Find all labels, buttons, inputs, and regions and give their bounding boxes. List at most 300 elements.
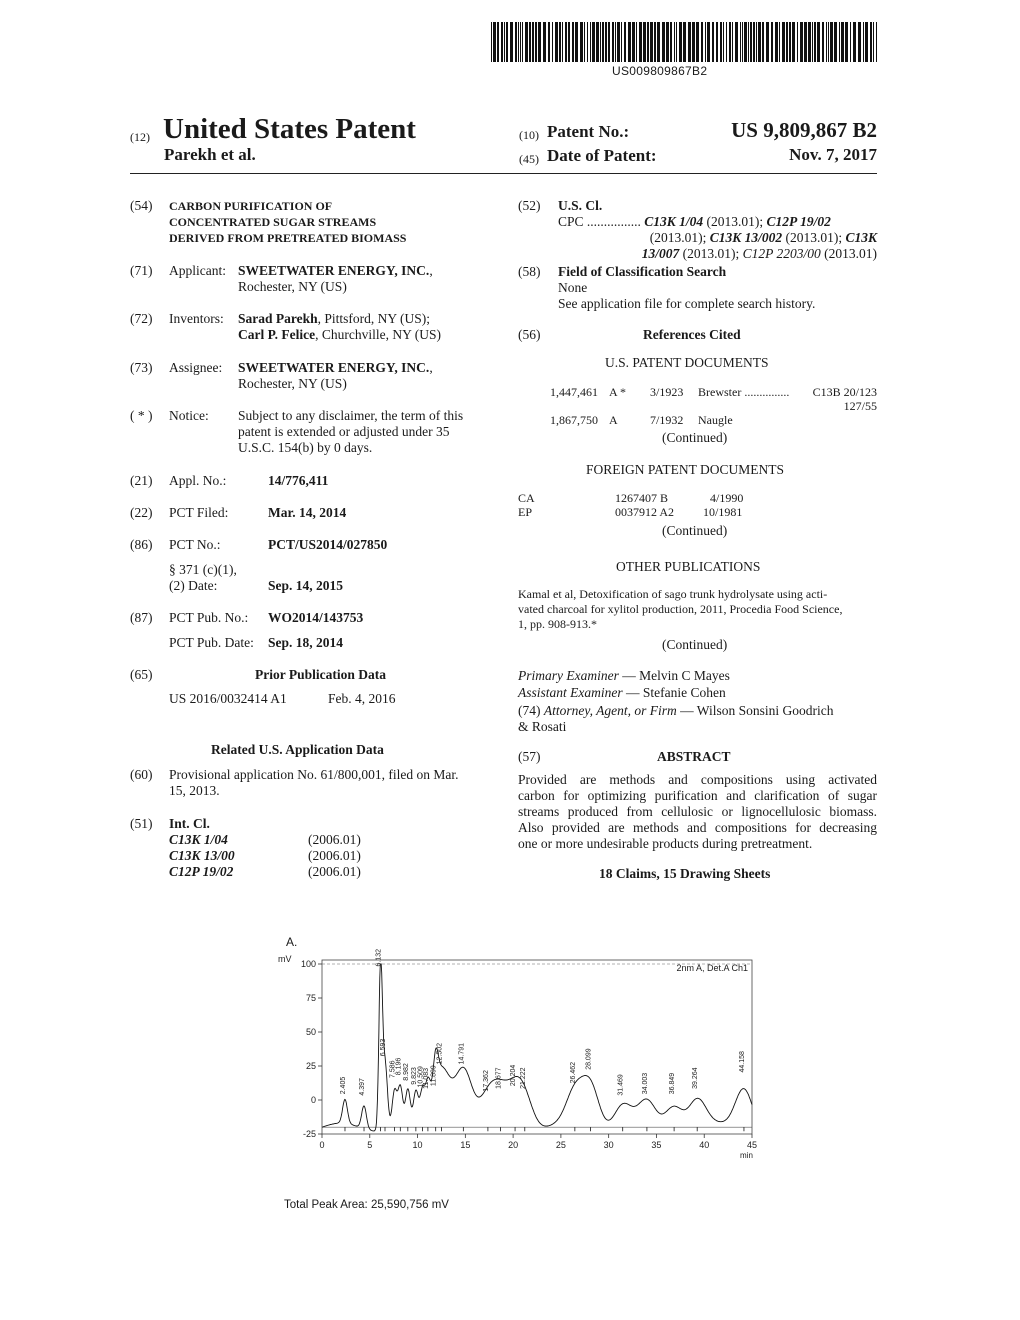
code-87: (87) [130, 610, 153, 625]
code-58: (58) [518, 264, 541, 279]
barcode-bar [808, 22, 811, 62]
code-45: (45) [519, 152, 539, 166]
barcode-bar [518, 22, 519, 62]
ref-class: 127/55 [843, 399, 877, 413]
barcode-bar [522, 22, 523, 62]
y-tick-label: 75 [305, 993, 316, 1003]
code-54: (54) [130, 198, 153, 213]
barcode-bar [742, 22, 743, 62]
int-cl-label: Int. Cl. [169, 816, 210, 831]
barcode-bar [670, 22, 672, 62]
barcode-bar [826, 22, 827, 62]
y-tick-label: 50 [305, 1027, 316, 1037]
barcode-bar [650, 22, 653, 62]
cpc-line-2 [650, 230, 877, 246]
int-cl-class: C13K 1/04 [169, 832, 228, 847]
peak-label: 11.083 [422, 1067, 430, 1089]
x-tick-label: 25 [555, 1140, 566, 1150]
foreign-date: 10/1981 [703, 505, 743, 519]
barcode-bar [559, 22, 561, 62]
peak-label: 6.593 [379, 1038, 387, 1057]
peak-label: 11.899 [430, 1065, 438, 1087]
barcode-bar [775, 22, 778, 62]
code-51: (51) [130, 816, 153, 831]
section-371-label: § 371 (c)(1), [169, 562, 237, 577]
barcode-bar [834, 22, 837, 62]
barcode-bar [762, 22, 764, 62]
peak-label: 31.469 [617, 1074, 625, 1096]
code-22: (22) [130, 505, 153, 520]
barcode-bar [602, 22, 604, 62]
peak-label: 17.362 [482, 1070, 490, 1092]
abstract-heading: ABSTRACT [657, 749, 731, 764]
barcode-bar [647, 22, 649, 62]
peak-label: 26.462 [569, 1061, 577, 1084]
ref-kind: A * [609, 385, 627, 399]
barcode-bar [565, 22, 567, 62]
int-cl-class: C12P 19/02 [169, 864, 234, 879]
barcode-bar [624, 22, 626, 62]
section-371-date-label: (2) Date: [169, 578, 218, 593]
references-cited-heading: References Cited [643, 327, 741, 342]
pct-pub-date: Sep. 18, 2014 [268, 635, 344, 650]
other-publications-heading: OTHER PUBLICATIONS [616, 559, 761, 574]
peak-label: 39.264 [692, 1067, 700, 1089]
assignee-label: Assignee: [169, 360, 223, 375]
inventor-location: , Pittsford, NY (US); [317, 311, 431, 326]
pct-no-label: PCT No.: [169, 537, 221, 552]
cpc-class: C12P 2203/00 [742, 246, 821, 261]
x-tick-label: 30 [603, 1140, 614, 1150]
barcode-bar [701, 22, 703, 62]
notice-text [238, 408, 488, 456]
cpc-year: (2013.01); [682, 246, 740, 261]
related-application-heading: Related U.S. Application Data [211, 742, 384, 757]
code-73: (73) [130, 360, 153, 375]
barcode-bar [726, 22, 727, 62]
ref-name: Naugle [698, 413, 733, 427]
cpc-year: (2013.01); [785, 230, 843, 245]
assistant-examiner [518, 685, 726, 701]
cpc-label: CPC ................ [558, 214, 641, 229]
inventor-2 [238, 327, 441, 343]
barcode-bar [828, 22, 829, 62]
cpc-class: C13K [845, 230, 877, 245]
patent-title: United States Patent [163, 113, 416, 145]
primary-examiner-label: Primary Examiner [518, 668, 619, 683]
barcode-bar [683, 22, 686, 62]
barcode-bar [662, 22, 665, 62]
barcode-bar [812, 22, 813, 62]
x-tick-label: 10 [412, 1140, 423, 1150]
field-of-search-value: None [558, 280, 588, 295]
notice-line: Subject to any disclaimer, the term of this [238, 408, 464, 423]
pct-filed-label: PCT Filed: [169, 505, 229, 520]
continued-label: (Continued) [662, 637, 728, 652]
applicant-label: Applicant: [169, 263, 226, 278]
primary-examiner [518, 668, 730, 684]
inventor-name: Sarad Parekh [238, 311, 318, 326]
attorney-name: — Wilson Sonsini Goodrich [676, 703, 834, 718]
foreign-number: 0037912 A2 [615, 505, 675, 519]
barcode-bar [572, 22, 574, 62]
inventor-1 [238, 311, 430, 327]
ref-kind: A [609, 413, 618, 427]
barcode-bar [615, 22, 616, 62]
barcode-bar [568, 22, 570, 62]
notice-line: U.S.C. 154(b) by 0 days. [238, 440, 373, 455]
barcode-bar [590, 22, 591, 62]
pct-no: PCT/US2014/027850 [268, 537, 388, 552]
barcode-bar [712, 22, 714, 62]
code-65: (65) [130, 667, 153, 682]
abstract-line: one or more undesirable products during pretreatment. [518, 836, 813, 851]
date-of-patent-label: Date of Patent: [547, 146, 657, 165]
barcode-bar [707, 22, 710, 62]
foreign-number: 1267407 B [615, 491, 669, 505]
applicant-location: Rochester, NY (US) [238, 279, 347, 294]
peak-label: 9.823 [410, 1067, 418, 1085]
code-10: (10) [519, 128, 539, 142]
barcode-bar [822, 22, 824, 62]
barcode-bar [600, 22, 601, 62]
inventor-location: , Churchville, NY (US) [315, 327, 441, 342]
ref-number: 1,867,750 [550, 413, 598, 427]
barcode-bar [748, 22, 749, 62]
total-peak-area-caption: Total Peak Area: 25,590,756 mV [284, 1199, 449, 1211]
legend-label: 2nm A, Det.A Ch1 [676, 963, 748, 973]
barcode-bar [608, 22, 610, 62]
barcode-bar [839, 22, 840, 62]
notice-label: Notice: [169, 408, 209, 423]
notice-line: patent is extended or adjusted under 35 [238, 424, 450, 439]
barcode-bar [491, 22, 492, 62]
barcode-bar [716, 22, 718, 62]
ref-class: C13B 20/123 [812, 385, 877, 399]
inventors-label: Inventors: [169, 311, 224, 326]
pct-pub-no: WO2014/143753 [268, 610, 364, 625]
publication-line: 1, pp. 908-913.* [518, 617, 597, 631]
claims-summary: 18 Claims, 15 Drawing Sheets [599, 866, 771, 881]
barcode-bar [873, 22, 874, 62]
code-86: (86) [130, 537, 153, 552]
x-unit-label: min [740, 1151, 753, 1160]
barcode-bar [729, 22, 731, 62]
cpc-class: C13K 13/002 [709, 230, 783, 245]
peak-label: 10.509 [417, 1066, 425, 1088]
peak-label: 20.204 [510, 1064, 518, 1087]
barcode-bar [666, 22, 669, 62]
y-tick-label: -25 [302, 1129, 316, 1139]
barcode-bar [643, 22, 646, 62]
foreign-patent-docs-heading: FOREIGN PATENT DOCUMENTS [586, 462, 785, 477]
continued-label: (Continued) [662, 523, 728, 538]
abstract-line: carbon for optimizing purification and clarification of sugar [518, 788, 877, 803]
peak-label: 14.791 [458, 1042, 466, 1065]
peak-label: 21.222 [519, 1067, 527, 1089]
ref-number: 1,447,461 [550, 385, 598, 399]
x-tick-label: 15 [460, 1140, 471, 1150]
pct-filed: Mar. 14, 2014 [268, 505, 347, 520]
barcode-bar [612, 22, 614, 62]
document-number: US009809867B2 [612, 64, 708, 78]
barcode-bar [552, 22, 553, 62]
barcode-bar [732, 22, 733, 62]
barcode-bar [750, 22, 752, 62]
date-of-patent: Nov. 7, 2017 [789, 145, 877, 164]
barcode-bar [797, 22, 798, 62]
peak-label: 12.502 [436, 1042, 444, 1065]
barcode-bar [720, 22, 722, 62]
barcode-bar [515, 22, 517, 62]
barcode-bar [555, 22, 558, 62]
barcode-bar [520, 22, 521, 62]
peak-label: 6.132 [375, 948, 383, 967]
int-cl-year: (2006.01) [308, 864, 361, 879]
int-cl-class: C13K 13/00 [169, 848, 235, 863]
section-371-date: Sep. 14, 2015 [268, 578, 344, 593]
barcode-bar [548, 22, 550, 62]
us-cl-label: U.S. Cl. [558, 198, 603, 213]
barcode-bar [532, 22, 534, 62]
barcode-bar [723, 22, 724, 62]
code-52: (52) [518, 198, 541, 213]
assistant-examiner-name: — Stefanie Cohen [622, 685, 726, 700]
primary-examiner-name: — Melvin C Mayes [618, 668, 730, 683]
barcode-bar [865, 22, 868, 62]
invention-title [169, 199, 406, 246]
abstract-line: streams produced from cellulosic or lignocellulosic biomass. [518, 804, 877, 819]
peak-label: 34.003 [641, 1072, 649, 1095]
peak-label: 2.405 [339, 1076, 347, 1095]
title-line: CONCENTRATED SUGAR STREAMS [169, 215, 377, 229]
barcode-bar [876, 22, 877, 62]
barcode-bar [735, 22, 738, 62]
barcode-bar [525, 22, 528, 62]
y-tick-label: 100 [300, 959, 316, 969]
peak-label: 8.982 [402, 1063, 410, 1081]
attorney-label: Attorney, Agent, or Firm [543, 703, 677, 718]
cpc-class: 13/007 [641, 246, 680, 261]
code-72: (72) [130, 311, 153, 326]
peak-label: 4.397 [359, 1078, 367, 1096]
barcode-bar [510, 22, 513, 62]
barcode-bar [830, 22, 833, 62]
barcode-bar [850, 22, 851, 62]
applicant [238, 263, 433, 279]
code-21: (21) [130, 473, 153, 488]
barcode-bar [592, 22, 595, 62]
y-tick-label: 25 [305, 1061, 316, 1071]
barcode-bar [771, 22, 773, 62]
prior-publication-number: US 2016/0032414 A1 [169, 691, 287, 706]
barcode-bar [657, 22, 660, 62]
peak-label: 8.196 [395, 1057, 403, 1076]
provisional-line: 15, 2013. [169, 783, 220, 798]
us-patent-docs-heading: U.S. PATENT DOCUMENTS [605, 355, 769, 370]
assignee [238, 360, 433, 376]
attorney-name-cont: & Rosati [518, 719, 567, 734]
barcode-bar [632, 22, 635, 62]
figure-panel-label: A. [286, 935, 298, 949]
barcode-bar [817, 22, 820, 62]
inventor-name: Carl P. Felice [238, 327, 316, 342]
x-tick-label: 45 [746, 1140, 758, 1150]
continued-label: (Continued) [662, 430, 728, 445]
applicant-name: SWEETWATER ENERGY, INC. [238, 263, 430, 278]
barcode-bar [504, 22, 505, 62]
barcode-bar [628, 22, 631, 62]
x-tick-label: 35 [651, 1140, 662, 1150]
y-unit-label: mV [278, 954, 292, 964]
code-60: (60) [130, 767, 153, 782]
foreign-country: EP [518, 505, 533, 519]
peak-label: 7.586 [389, 1060, 397, 1078]
barcode-bar [506, 22, 508, 62]
foreign-country: CA [518, 491, 535, 505]
chromatogram-chart [260, 948, 780, 1168]
authors: Parekh et al. [164, 145, 256, 164]
cpc-line-3 [642, 246, 877, 262]
barcode-bar [639, 22, 642, 62]
assignee-name: SWEETWATER ENERGY, INC. [238, 360, 430, 375]
barcode-bar [497, 22, 499, 62]
barcode-bar [870, 22, 872, 62]
barcode-bar [792, 22, 795, 62]
int-cl-year: (2006.01) [308, 848, 361, 863]
ref-name: Brewster ............... [698, 385, 790, 399]
barcode-bar [841, 22, 844, 62]
barcode-bar [753, 22, 755, 62]
ref-date: 7/1932 [650, 413, 684, 427]
barcode-bar [863, 22, 864, 62]
abstract-text [518, 772, 877, 852]
barcode-bar [853, 22, 856, 62]
assistant-examiner-label: Assistant Examiner [518, 685, 623, 700]
barcode-bar [800, 22, 803, 62]
assignee-location: Rochester, NY (US) [238, 376, 347, 391]
barcode-bar [782, 22, 785, 62]
pct-pub-date-label: PCT Pub. Date: [169, 635, 254, 650]
code-12: (12) [130, 130, 150, 144]
barcode-bar [779, 22, 780, 62]
barcode-bar [580, 22, 583, 62]
barcode-bar [636, 22, 637, 62]
code-57: (57) [518, 749, 541, 764]
peak-label: 44.158 [738, 1051, 746, 1073]
attorney [518, 703, 833, 719]
barcode-bar [596, 22, 599, 62]
title-line: DERIVED FROM PRETREATED BIOMASS [169, 231, 407, 245]
barcode-bar [605, 22, 607, 62]
header-rule [130, 173, 877, 174]
barcode-bar [584, 22, 585, 62]
barcode-bar [696, 22, 699, 62]
pct-pub-no-label: PCT Pub. No.: [169, 610, 249, 625]
abstract-line: Also provided are methods and compositions for decreasing [518, 820, 877, 835]
barcode-bar [621, 22, 622, 62]
cpc-class: C13K 1/04 [644, 214, 704, 229]
y-tick-label: 0 [310, 1095, 316, 1105]
peak-label: 36.849 [669, 1072, 677, 1095]
appl-no: 14/776,411 [268, 473, 329, 488]
x-tick-label: 0 [319, 1140, 325, 1150]
appl-no-label: Appl. No.: [169, 473, 227, 488]
peak-label: 18.677 [495, 1067, 503, 1089]
patent-no-label: Patent No.: [547, 122, 630, 141]
int-cl-year: (2006.01) [308, 832, 361, 847]
cpc-year: (2013.01); [649, 230, 707, 245]
barcode-bar [756, 22, 757, 62]
barcode-bar [674, 22, 675, 62]
barcode-bar [676, 22, 677, 62]
assignee-comma: , [429, 360, 433, 375]
barcode-bar [543, 22, 546, 62]
cpc-line-1 [558, 214, 831, 230]
barcode-bar [744, 22, 747, 62]
barcode-bar [538, 22, 541, 62]
patent-number: US 9,809,867 B2 [731, 118, 877, 142]
barcode-bar [705, 22, 706, 62]
code-56: (56) [518, 327, 541, 342]
foreign-date: 4/1990 [710, 491, 744, 505]
cpc-year: (2013.01) [824, 246, 877, 261]
publication-line: vated charcoal for xylitol production, 2011, Procedia Food Science, [518, 602, 843, 616]
field-of-search-note: See application file for complete search history. [558, 296, 816, 311]
barcode-bar [814, 22, 816, 62]
code-74: (74) [518, 703, 541, 718]
prior-publication-date: Feb. 4, 2016 [328, 691, 396, 706]
barcode-bar [766, 22, 769, 62]
barcode-bar [529, 22, 531, 62]
barcode-bar [858, 22, 861, 62]
barcode-bar [617, 22, 620, 62]
code-notice: ( * ) [130, 408, 153, 423]
barcode-bar [804, 22, 807, 62]
abstract-line: Provided are methods and compositions using activated [518, 772, 877, 787]
barcode-bar [679, 22, 682, 62]
x-tick-label: 40 [699, 1140, 710, 1150]
barcode-bar [786, 22, 788, 62]
x-tick-label: 5 [367, 1140, 373, 1150]
barcode-bar [758, 22, 761, 62]
barcode-bar [575, 22, 578, 62]
barcode-bar [562, 22, 563, 62]
publication-line: Kamal et al, Detoxification of sago trunk hydrolysate using acti- [518, 587, 828, 601]
peak-label: 28.099 [585, 1048, 593, 1070]
barcode-bar [789, 22, 791, 62]
barcode-bar [654, 22, 656, 62]
applicant-comma: , [429, 263, 433, 278]
title-line: CARBON PURIFICATION OF [169, 199, 333, 213]
barcode-bar [740, 22, 741, 62]
barcode-bar [493, 22, 496, 62]
provisional-line: Provisional application No. 61/800,001, filed on Mar. [169, 767, 459, 782]
cpc-year: (2013.01); [706, 214, 764, 229]
prior-publication-heading: Prior Publication Data [255, 667, 386, 682]
x-tick-label: 20 [508, 1140, 519, 1150]
cpc-class: C12P 19/02 [766, 214, 831, 229]
barcode-bar [688, 22, 691, 62]
code-71: (71) [130, 263, 153, 278]
field-of-search-label: Field of Classification Search [558, 264, 727, 279]
barcode-bar [692, 22, 695, 62]
barcode-bar [501, 22, 503, 62]
barcode [491, 22, 877, 62]
barcode-bar [845, 22, 848, 62]
barcode-bar [587, 22, 588, 62]
ref-date: 3/1923 [650, 385, 684, 399]
